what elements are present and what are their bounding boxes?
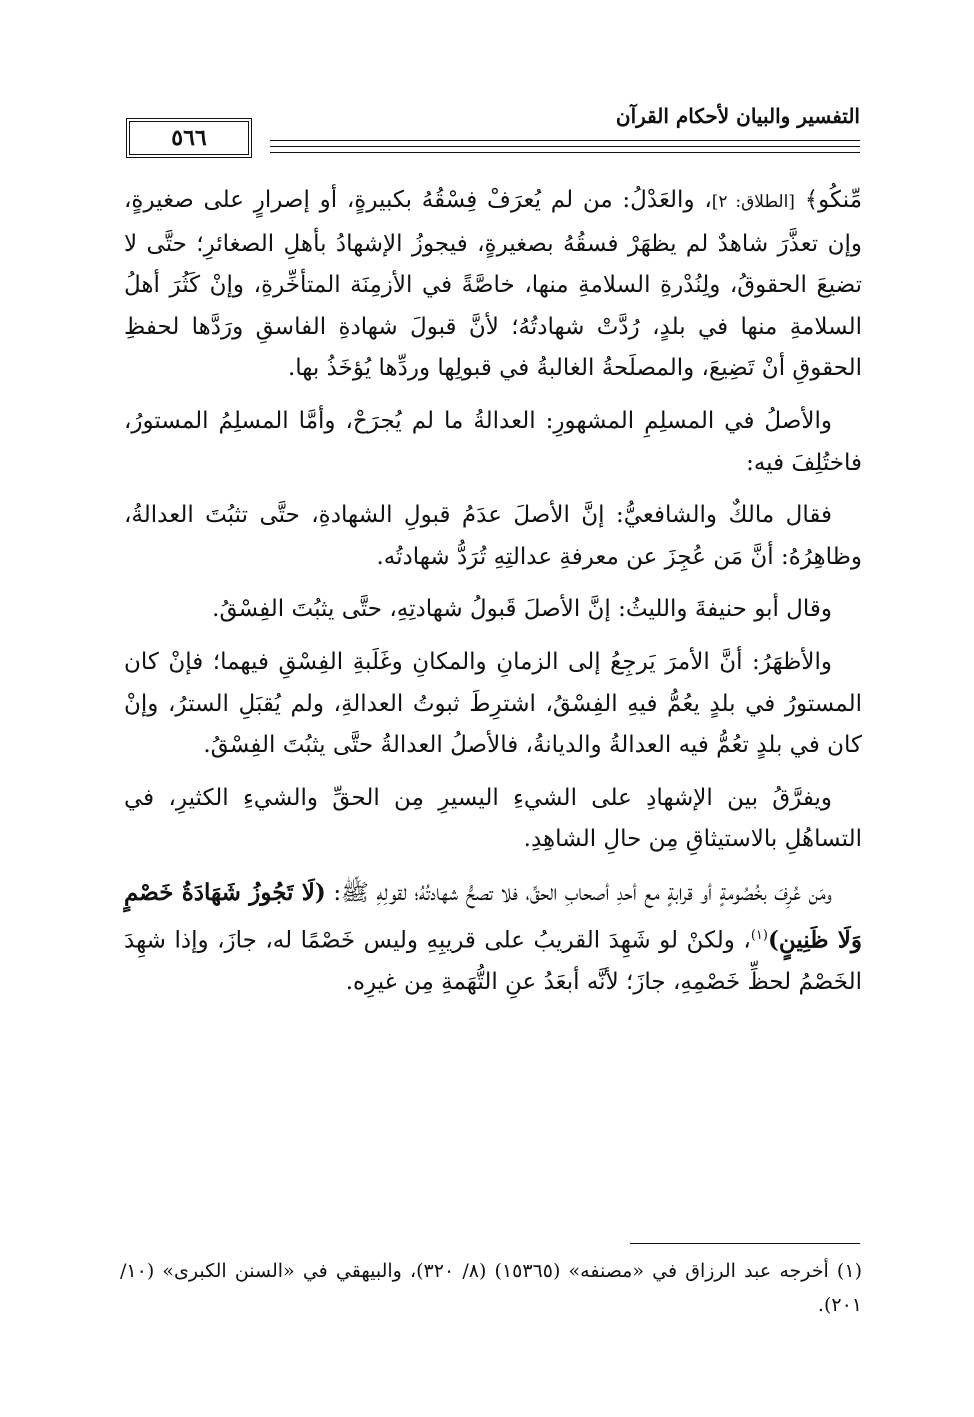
- paragraph: فقال مالكٌ والشافعيُّ: إنَّ الأصلَ عدَمُ قبولِ الشهادةِ، حتَّى تثبُتَ العدالةُ، وظاهِرُهُ: أنَّ مَن عُجِزَ عن معرفةِ عدالتِهِ تُرَدُّ شهادتُه.: [124, 502, 862, 570]
- paragraph: [124, 180, 862, 390]
- header-rule: [270, 152, 860, 153]
- paragraph: والأظهَرُ: أنَّ الأمرَ يَرجِعُ إلى الزمانِ والمكانِ وغَلَبةِ الفِسْقِ فيهما؛ فإنْ كان المستورُ في بلدٍ يعُمُّ فيهِ الفِسْقُ، اشترِطَ ثبوتُ العدالةِ، ولم يُقبَلِ السترُ، وإنْ كان في بلدٍ تعُمُّ فيه العدالةُ والديانةُ، فالأصلُ العدالةُ حتَّى يثبُتَ الفِسْقُ.: [124, 648, 862, 759]
- footnote: (١) أخرجه عبد الرزاق في «مصنفه» (١٥٣٦٥) (٨/ ٣٢٠)، والبيهقي في «السنن الكبرى» (١٠/ ٢٠١).: [120, 1260, 862, 1316]
- running-title: التفسير والبيان لأحكام القرآن: [615, 104, 860, 128]
- paragraph: [124, 872, 862, 1003]
- footnote-separator: [630, 1243, 860, 1244]
- footnotes: [120, 1254, 862, 1322]
- paragraph: والأصلُ في المسلِمِ المشهورِ: العدالةُ ما لم يُجرَحْ، وأمَّا المسلِمُ المستورُ، فاختُلِفَ فيه:: [124, 407, 862, 476]
- paragraph-text: ، والعَدْلُ: من لم يُعرَفْ فِسْقُهُ بكبيرةٍ، أو إصرارٍ على صغيرةٍ، وإن تعذَّرَ شاهدٌ لم يظهَرْ فسقُهُ بصغيرةٍ، فيجوزُ الإشهادُ بأهلِ الصغائرِ؛ حتَّى لا تضيعَ الحقوقُ، ولِنُدْرةِ السلامةِ منها، خاصَّةً في الأزمِنَة المتأخِّرةِ، وإنْ كَثُرَ أهلُ السلامةِ منها في بلدٍ، رُدَّتْ شهادتُهُ؛ لأنَّ قبولَ شهادةِ الفاسقِ ورَدَّها لحفظِ الحقوقِ أنْ تَضِيعَ، والمصلَحةُ الغالبةُ في قبولِها وردِّها يُؤخَذُ بها.: [124, 187, 862, 382]
- page-number: ٥٦٦: [126, 118, 252, 158]
- main-text: [124, 180, 862, 1014]
- hadith-quote: (لَا تَجُوزُ شَهَادَةُ خَصْمٍ وَلَا ظَنِينٍ): [124, 878, 862, 954]
- paragraph: وقال أبو حنيفةَ والليثُ: إنَّ الأصلَ قَبولُ شهادتِهِ، حتَّى يثبُتَ الفِسْقُ.: [212, 596, 832, 623]
- paragraph-text: ومَن عُرِفَ بخُصُومةٍ أو قرابةٍ مع أحدِ أصحابِ الحقِّ، فلا تصحُّ شهادتُهُ؛ لقولِهِ ﷺ:: [325, 879, 832, 906]
- verse-fragment: مِّنكُو﴾: [804, 187, 863, 213]
- verse-reference: [الطلاق: ٢]: [711, 192, 795, 212]
- header-rule: [270, 146, 860, 147]
- paragraph-text: ، ولكنْ لو شَهِدَ القريبُ على قريبِهِ وليس خَصْمًا له، جازَ، وإذا شهِدَ الخَصْمُ لحظِّ خَصْمِهِ، جازَ؛ لأنَّه أبعَدُ عنِ التُّهَمةِ مِن غيرِه.: [124, 927, 862, 995]
- header-rule: [270, 140, 860, 141]
- paragraph: ويفرَّقُ بين الإشهادِ على الشيءِ اليسيرِ مِن الحقِّ والشيءِ الكثيرِ، في التساهُلِ بالاستيثاقِ مِن حالِ الشاهِدِ.: [124, 784, 862, 853]
- footnote-marker: (١): [750, 927, 768, 943]
- running-header: [120, 100, 860, 162]
